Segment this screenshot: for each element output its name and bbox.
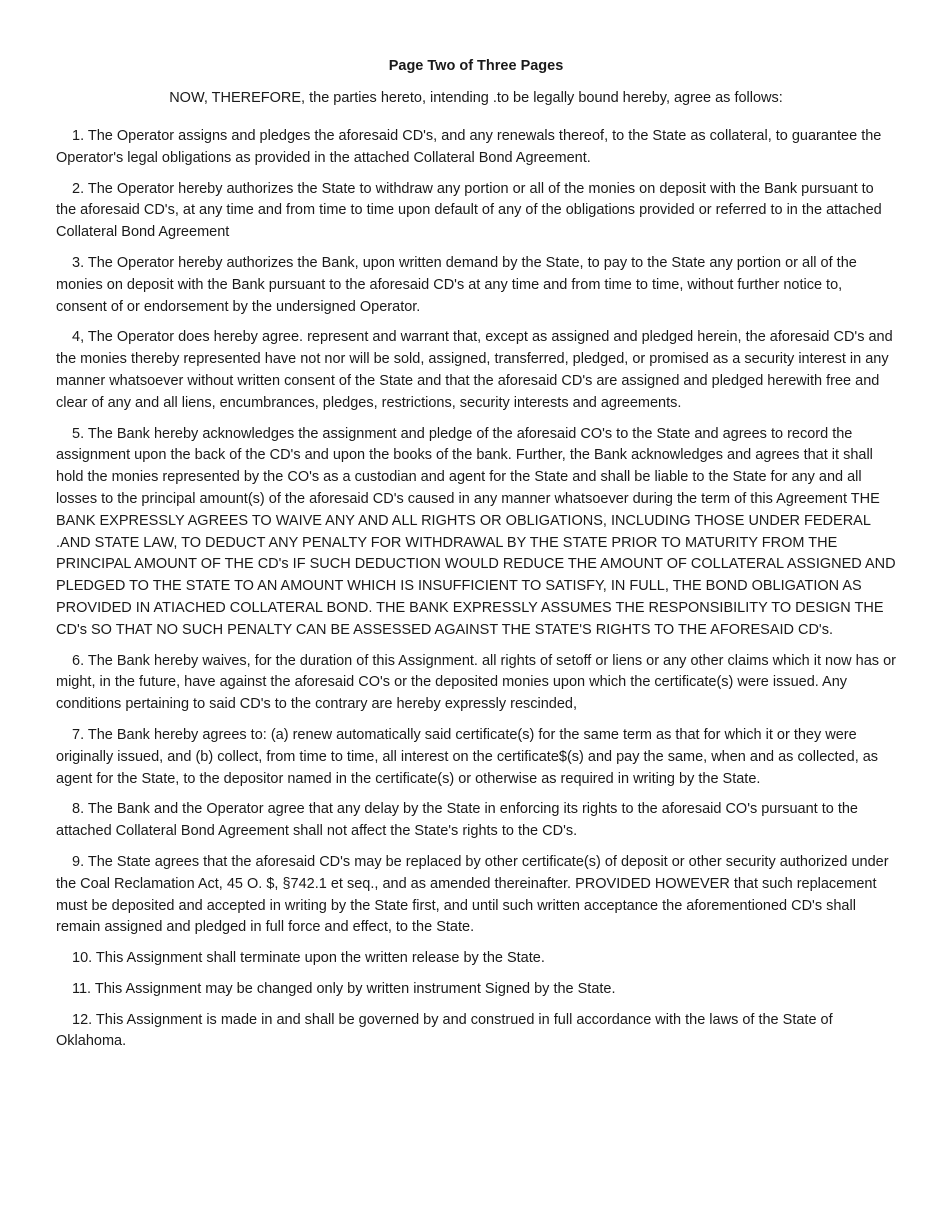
clause-6: 6. The Bank hereby waives, for the duration of this Assignment. all rights of setoff or liens or any other claims which it now has or might, in the future, have against the aforesaid CO's or the deposited monies upon which the certificate(s) were issued. Any conditions pertaining to said CD's to the contrary are hereby expressly rescinded, [56,652,896,713]
page-title: Page Two of Three Pages [388,58,564,74]
clause-4: 4, The Operator does hereby agree. represent and warrant that, except as assigned and pledged herein, the aforesaid CD's and the monies thereby represented have not nor will be sold, assigned, transferred, pledged, or promised as a security interest in any manner whatsoever without written consent of the State and that the aforesaid CD's are assigned and pledged herewith free and clear of any and all liens, encumbrances, pledges, restrictions, security interests and agreements. [56,329,893,411]
intro-paragraph: NOW, THEREFORE, the parties hereto, intending .to be legally bound hereby, agree as follows: [169,90,783,106]
clause-8: 8. The Bank and the Operator agree that any delay by the State in enforcing its rights to the aforesaid CO's pursuant to the attached Collateral Bond Agreement shall not affect the State's rights to the CD's. [56,801,858,840]
clause-7: 7. The Bank hereby agrees to: (a) renew automatically said certificate(s) for the same term as that for which it or they were originally issued, and (b) collect, from time to time, all interest on the certificate$(s) and pay the same, when and as collected, as agent for the State, to the depositor named in the certificate(s) or otherwise as required in writing by the State. [56,726,879,787]
clause-3: 3. The Operator hereby authorizes the Bank, upon written demand by the State, to pay to the State any portion or all of the monies on deposit with the Bank pursuant to the aforesaid CD's at any time and from time to time, without further notice to, consent of or endorsement by the undersigned Operator. [56,254,857,315]
clause-9: 9. The State agrees that the aforesaid CD's may be replaced by other certificate(s) of deposit or other security authorized under the Coal Reclamation Act, 45 O. $, §742.1 et seq., and as amended thereinafter. PROVIDED HOWEVER that such replacement must be deposited and accepted in writing by the State first, and until such written acceptance the aforementioned CD's shall remain assigned and pledged in full force and effect, to the State. [56,853,889,936]
clause-5: 5. The Bank hereby acknowledges the assignment and pledge of the aforesaid CO's to the State and agrees to record the assignment upon the back of the CD's and upon the books of the bank. Further, the Bank acknowledges and agrees that it shall hold the monies represented by the CO's as a custodian and agent for the State and shall be liable to the State for any and all losses to the principal amount(s) of the aforesaid CD's caused in any manner whatsoever during the term of this Agreement THE BANK EXPRESSLY AGREES TO WAIVE ANY AND ALL RIGHTS OR OBLIGATIONS, INCLUDING THOSE UNDER FEDERAL .AND STATE LAW, TO DEDUCT ANY PENALTY FOR WITHDRAWAL BY THE STATE PRIOR TO MATURITY FROM THE PRINCIPAL AMOUNT OF THE CD's IF SUCH DEDUCTION WOULD REDUCE THE AMOUNT OF COLLATERAL ASSIGNED AND PLEDGED TO THE STATE TO AN AMOUNT WHICH IS INSUFFICIENT TO SATISFY, IN FULL, THE BOND OBLIGATION AS PROVIDED IN ATIACHED COLLATERAL BOND. THE BANK EXPRESSLY ASSUMES THE RESPONSIBILITY TO DESIGN THE CD's SO THAT NO SUCH PENALTY CAN BE ASSESSED AGAINST THE STATE'S RIGHTS TO THE AFORESAID CD's. [56,425,896,638]
clause-12: 12. This Assignment is made in and shall be governed by and construed in full accordance with the laws of the State of Oklahoma. [56,1011,833,1050]
clause-11: 11. This Assignment may be changed only by written instrument Signed by the State. [72,980,616,997]
clause-2: 2. The Operator hereby authorizes the State to withdraw any portion or all of the monies on deposit with the Bank pursuant to the aforesaid CD's, at any time and from time to time upon default of any of the obligations provided or referred to in the attached Collateral Bond Agreement [56,180,882,241]
clause-10: 10. This Assignment shall terminate upon the written release by the State. [72,950,545,967]
clause-1: 1. The Operator assigns and pledges the aforesaid CD's, and any renewals thereof, to the State as collateral, to guarantee the Operator's legal obligations as provided in the attached Collateral Bond Agreement. [56,128,882,166]
